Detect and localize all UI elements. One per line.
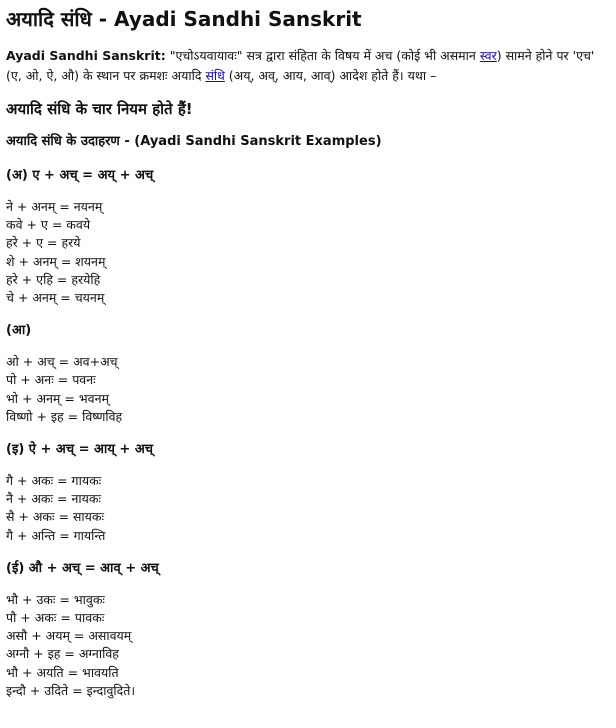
examples-heading: अयादि संधि के उदाहरण - (Ayadi Sandhi Sanskrit Examples) bbox=[6, 134, 382, 149]
intro-text-1: "एचोऽयवायावः" सत्र द्वारा संहिता के विषय में अच (कोई भी असमान bbox=[165, 48, 480, 63]
rules-subheading: अयादि संधि के चार नियम होते हैं! bbox=[6, 100, 193, 118]
example-line: हरे + एहि = हरयेहि bbox=[6, 271, 101, 287]
example-line: सै + अकः = सायकः bbox=[6, 509, 105, 525]
example-line: कवे + ए = कवये bbox=[6, 217, 91, 233]
section-a bbox=[6, 166, 610, 307]
example-line: पौ + अकः = पावकः bbox=[6, 610, 105, 626]
example-line: ने + अनम् = नयनम् bbox=[6, 199, 103, 214]
example-line: गै + अकः = गायकः bbox=[6, 473, 102, 489]
example-line: ओ + अच् = अव+अच् bbox=[6, 354, 118, 370]
example-list bbox=[6, 591, 610, 700]
intro-bold-lead: Ayadi Sandhi Sanskrit: bbox=[6, 48, 166, 63]
page-title: अयादि संधि - Ayadi Sandhi Sanskrit bbox=[6, 7, 362, 31]
example-line: हरे + ए = हरये bbox=[6, 235, 81, 251]
section-ii bbox=[6, 559, 610, 700]
example-line: असौ + अयम् = असावयम् bbox=[6, 628, 132, 644]
example-line: अग्नौ + इह = अग्नाविह bbox=[6, 646, 119, 662]
example-line: पो + अनः = पवनः bbox=[6, 372, 96, 388]
rule-heading: (आ) bbox=[6, 323, 32, 339]
link-swar[interactable]: स्वर bbox=[479, 48, 497, 63]
section-i bbox=[6, 440, 610, 545]
example-list bbox=[6, 198, 610, 307]
rule-heading: (ई) औ + अच् = आव् + अच् bbox=[6, 560, 159, 576]
example-line: शे + अनम् = शयनम् bbox=[6, 253, 106, 269]
example-line: भो + अनम् = भवनम् bbox=[6, 390, 109, 406]
example-line: भौ + अयति = भावयति bbox=[6, 664, 119, 680]
example-list bbox=[6, 353, 610, 426]
example-line: विष्णो + इह = विष्णविह bbox=[6, 408, 123, 424]
example-line: नै + अकः = नायकः bbox=[6, 491, 102, 507]
intro-text-3: (अय्, अव्, आय, आव्) आदेश होते हैं। यथा – bbox=[224, 68, 437, 83]
example-line: चे + अनम् = चयनम् bbox=[6, 290, 105, 306]
link-sandhi[interactable]: संधि bbox=[205, 68, 225, 83]
rule-heading: (इ) ऐ + अच् = आय् + अच् bbox=[6, 442, 154, 458]
intro-text-2: ) सामने होने पर 'एच' (ए, ओ, ऐ, औ) के स्थान पर क्रमशः अयादि bbox=[6, 48, 595, 83]
intro-paragraph bbox=[6, 46, 610, 86]
example-list bbox=[6, 472, 610, 545]
example-line: भौ + उकः = भावुकः bbox=[6, 591, 105, 607]
section-aa bbox=[6, 321, 610, 426]
example-line: गै + अन्ति = गायन्ति bbox=[6, 527, 106, 543]
example-line: इन्दौ + उदिते = इन्दावुदिते। bbox=[6, 682, 136, 698]
rule-heading: (अ) ए + अच् = अय् + अच् bbox=[6, 168, 154, 183]
